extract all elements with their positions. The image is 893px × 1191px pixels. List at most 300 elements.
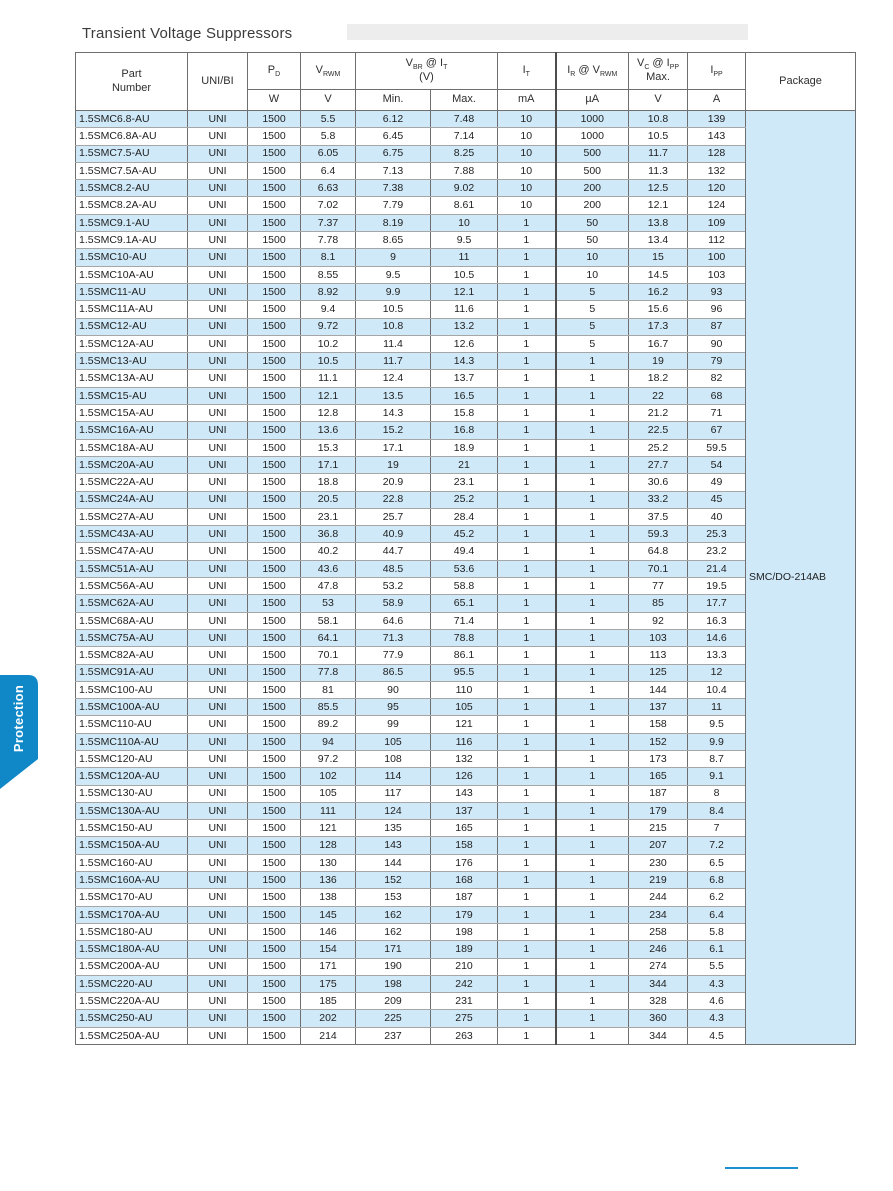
cell-it: 10: [498, 162, 556, 179]
table-row: [76, 162, 856, 179]
cell-vrwm: 202: [301, 1010, 356, 1027]
col-header-ipp: $I_{PP}$: [688, 53, 746, 90]
cell-uni-bi: UNI: [188, 993, 248, 1010]
cell-pd: 1500: [248, 197, 301, 214]
cell-uni-bi: UNI: [188, 145, 248, 162]
cell-pd: 1500: [248, 595, 301, 612]
cell-vrwm: 47.8: [301, 578, 356, 595]
cell-ipp: 128: [688, 145, 746, 162]
cell-vbr-max: 86.1: [431, 647, 498, 664]
cell-vbr-min: 10.8: [356, 318, 431, 335]
cell-ir: 1: [556, 1010, 629, 1027]
cell-ipp: 79: [688, 353, 746, 370]
cell-vc: 244: [629, 889, 688, 906]
cell-pd: 1500: [248, 647, 301, 664]
cell-pd: 1500: [248, 145, 301, 162]
cell-ipp: 6.5: [688, 854, 746, 871]
cell-ir: 1: [556, 664, 629, 681]
cell-part-number: 1.5SMC6.8A-AU: [76, 128, 188, 145]
cell-vbr-max: 13.2: [431, 318, 498, 335]
table-row: [76, 353, 856, 370]
cell-vbr-min: 117: [356, 785, 431, 802]
cell-vrwm: 43.6: [301, 560, 356, 577]
cell-pd: 1500: [248, 491, 301, 508]
cell-vrwm: 53: [301, 595, 356, 612]
cell-ir: 1: [556, 387, 629, 404]
cell-ipp: 8.4: [688, 802, 746, 819]
cell-pd: 1500: [248, 733, 301, 750]
cell-vrwm: 18.8: [301, 474, 356, 491]
cell-vbr-max: 14.3: [431, 353, 498, 370]
cell-ipp: 87: [688, 318, 746, 335]
cell-part-number: 1.5SMC10-AU: [76, 249, 188, 266]
table-header: [76, 53, 856, 111]
cell-ipp: 11: [688, 699, 746, 716]
cell-vbr-max: 13.7: [431, 370, 498, 387]
table-row: [76, 128, 856, 145]
cell-uni-bi: UNI: [188, 128, 248, 145]
cell-vrwm: 154: [301, 941, 356, 958]
cell-ipp: 40: [688, 508, 746, 525]
cell-part-number: 1.5SMC180-AU: [76, 923, 188, 940]
table-row: [76, 854, 856, 871]
cell-vbr-max: 71.4: [431, 612, 498, 629]
cell-part-number: 1.5SMC170-AU: [76, 889, 188, 906]
cell-pd: 1500: [248, 872, 301, 889]
cell-part-number: 1.5SMC12A-AU: [76, 335, 188, 352]
table-row: [76, 491, 856, 508]
cell-vc: 33.2: [629, 491, 688, 508]
cell-pd: 1500: [248, 854, 301, 871]
cell-vbr-max: 189: [431, 941, 498, 958]
cell-vc: 15.6: [629, 301, 688, 318]
cell-vbr-min: 237: [356, 1027, 431, 1044]
cell-vbr-min: 6.12: [356, 111, 431, 128]
unit-it: mA: [498, 90, 556, 111]
cell-vbr-max: 8.25: [431, 145, 498, 162]
cell-vc: 37.5: [629, 508, 688, 525]
cell-vbr-min: 9.9: [356, 283, 431, 300]
cell-vbr-max: 15.8: [431, 405, 498, 422]
cell-it: 1: [498, 664, 556, 681]
cell-vc: 328: [629, 993, 688, 1010]
cell-ipp: 5.5: [688, 958, 746, 975]
cell-vbr-max: 137: [431, 802, 498, 819]
cell-part-number: 1.5SMC100-AU: [76, 681, 188, 698]
cell-vbr-max: 105: [431, 699, 498, 716]
cell-pd: 1500: [248, 111, 301, 128]
cell-vrwm: 10.5: [301, 353, 356, 370]
cell-it: 1: [498, 508, 556, 525]
cell-part-number: 1.5SMC62A-AU: [76, 595, 188, 612]
cell-part-number: 1.5SMC24A-AU: [76, 491, 188, 508]
cell-ir: 10: [556, 249, 629, 266]
cell-vrwm: 121: [301, 820, 356, 837]
cell-vrwm: 64.1: [301, 629, 356, 646]
cell-pd: 1500: [248, 318, 301, 335]
cell-vrwm: 97.2: [301, 750, 356, 767]
cell-vbr-min: 143: [356, 837, 431, 854]
cell-vc: 11.7: [629, 145, 688, 162]
cell-ir: 1: [556, 941, 629, 958]
cell-part-number: 1.5SMC180A-AU: [76, 941, 188, 958]
cell-it: 1: [498, 387, 556, 404]
cell-part-number: 1.5SMC13A-AU: [76, 370, 188, 387]
cell-vbr-max: 16.5: [431, 387, 498, 404]
package-cell: SMC/DO-214AB: [746, 111, 856, 1045]
cell-pd: 1500: [248, 474, 301, 491]
col-header-package: Package: [746, 53, 856, 111]
cell-pd: 1500: [248, 975, 301, 992]
cell-vbr-min: 190: [356, 958, 431, 975]
cell-vbr-min: 22.8: [356, 491, 431, 508]
cell-vbr-min: 19: [356, 456, 431, 473]
cell-vbr-max: 121: [431, 716, 498, 733]
cell-vbr-min: 25.7: [356, 508, 431, 525]
cell-ipp: 6.1: [688, 941, 746, 958]
cell-uni-bi: UNI: [188, 266, 248, 283]
cell-ir: 10: [556, 266, 629, 283]
cell-ir: 1: [556, 508, 629, 525]
cell-ipp: 12: [688, 664, 746, 681]
cell-vbr-max: 187: [431, 889, 498, 906]
cell-vrwm: 58.1: [301, 612, 356, 629]
cell-it: 10: [498, 197, 556, 214]
cell-ir: 1: [556, 612, 629, 629]
cell-vbr-min: 86.5: [356, 664, 431, 681]
cell-ir: 1: [556, 1027, 629, 1044]
cell-vbr-min: 7.38: [356, 180, 431, 197]
cell-vc: 137: [629, 699, 688, 716]
cell-vbr-min: 64.6: [356, 612, 431, 629]
cell-it: 1: [498, 872, 556, 889]
cell-vrwm: 40.2: [301, 543, 356, 560]
cell-pd: 1500: [248, 889, 301, 906]
cell-vbr-max: 10: [431, 214, 498, 231]
cell-part-number: 1.5SMC15A-AU: [76, 405, 188, 422]
cell-ipp: 71: [688, 405, 746, 422]
cell-it: 1: [498, 629, 556, 646]
cell-uni-bi: UNI: [188, 785, 248, 802]
cell-pd: 1500: [248, 768, 301, 785]
table-row: [76, 664, 856, 681]
cell-vbr-min: 77.9: [356, 647, 431, 664]
cell-ipp: 4.3: [688, 1010, 746, 1027]
cell-ir: 1: [556, 629, 629, 646]
cell-pd: 1500: [248, 837, 301, 854]
cell-vbr-min: 225: [356, 1010, 431, 1027]
cell-vbr-max: 165: [431, 820, 498, 837]
cell-pd: 1500: [248, 681, 301, 698]
cell-ir: 1: [556, 906, 629, 923]
cell-vbr-min: 124: [356, 802, 431, 819]
cell-vrwm: 175: [301, 975, 356, 992]
cell-ipp: 8.7: [688, 750, 746, 767]
cell-vbr-min: 162: [356, 906, 431, 923]
cell-vbr-max: 11: [431, 249, 498, 266]
unit-ir: µA: [556, 90, 629, 111]
table-row: [76, 422, 856, 439]
table-row: [76, 612, 856, 629]
cell-vbr-max: 58.8: [431, 578, 498, 595]
cell-vc: 16.7: [629, 335, 688, 352]
table-row: [76, 1010, 856, 1027]
cell-ir: 50: [556, 232, 629, 249]
cell-part-number: 1.5SMC150-AU: [76, 820, 188, 837]
cell-vbr-max: 10.5: [431, 266, 498, 283]
cell-part-number: 1.5SMC47A-AU: [76, 543, 188, 560]
cell-pd: 1500: [248, 335, 301, 352]
cell-vrwm: 5.8: [301, 128, 356, 145]
cell-it: 1: [498, 439, 556, 456]
cell-ipp: 6.8: [688, 872, 746, 889]
table-row: [76, 993, 856, 1010]
cell-vbr-min: 58.9: [356, 595, 431, 612]
cell-ipp: 21.4: [688, 560, 746, 577]
cell-vbr-max: 23.1: [431, 474, 498, 491]
table-row: [76, 923, 856, 940]
cell-vc: 22: [629, 387, 688, 404]
cell-uni-bi: UNI: [188, 647, 248, 664]
table-row: [76, 716, 856, 733]
table-row: [76, 111, 856, 128]
cell-vbr-min: 7.79: [356, 197, 431, 214]
cell-pd: 1500: [248, 785, 301, 802]
cell-part-number: 1.5SMC51A-AU: [76, 560, 188, 577]
cell-it: 1: [498, 214, 556, 231]
cell-vrwm: 94: [301, 733, 356, 750]
col-header-vrwm: $V_{RWM}$: [301, 53, 356, 90]
cell-part-number: 1.5SMC160A-AU: [76, 872, 188, 889]
cell-vbr-min: 11.7: [356, 353, 431, 370]
cell-uni-bi: UNI: [188, 923, 248, 940]
cell-ir: 1: [556, 872, 629, 889]
cell-vbr-min: 95: [356, 699, 431, 716]
cell-vbr-max: 12.6: [431, 335, 498, 352]
col-header-vc: $V_C$ @ $I_{PP}$ Max.: [629, 53, 688, 90]
table-row: [76, 1027, 856, 1044]
cell-vbr-max: 45.2: [431, 526, 498, 543]
cell-uni-bi: UNI: [188, 353, 248, 370]
cell-vrwm: 130: [301, 854, 356, 871]
col-header-vbr: $V_{BR}$ @ $I_T$ (V): [356, 53, 498, 90]
cell-pd: 1500: [248, 560, 301, 577]
cell-vbr-min: 8.65: [356, 232, 431, 249]
cell-vc: 207: [629, 837, 688, 854]
cell-part-number: 1.5SMC20A-AU: [76, 456, 188, 473]
cell-pd: 1500: [248, 578, 301, 595]
table-row: [76, 180, 856, 197]
cell-vbr-max: 132: [431, 750, 498, 767]
cell-part-number: 1.5SMC12-AU: [76, 318, 188, 335]
cell-part-number: 1.5SMC130A-AU: [76, 802, 188, 819]
cell-it: 1: [498, 491, 556, 508]
table-row: [76, 872, 856, 889]
cell-part-number: 1.5SMC56A-AU: [76, 578, 188, 595]
cell-vbr-max: 7.14: [431, 128, 498, 145]
cell-vrwm: 6.05: [301, 145, 356, 162]
cell-ipp: 54: [688, 456, 746, 473]
cell-pd: 1500: [248, 941, 301, 958]
cell-part-number: 1.5SMC11-AU: [76, 283, 188, 300]
cell-vc: 16.2: [629, 283, 688, 300]
cell-vc: 158: [629, 716, 688, 733]
table-row: [76, 629, 856, 646]
cell-part-number: 1.5SMC91A-AU: [76, 664, 188, 681]
cell-vbr-max: 53.6: [431, 560, 498, 577]
cell-uni-bi: UNI: [188, 629, 248, 646]
cell-uni-bi: UNI: [188, 405, 248, 422]
cell-it: 1: [498, 543, 556, 560]
cell-vbr-min: 12.4: [356, 370, 431, 387]
cell-vrwm: 8.92: [301, 283, 356, 300]
cell-pd: 1500: [248, 923, 301, 940]
cell-vrwm: 10.2: [301, 335, 356, 352]
cell-vc: 85: [629, 595, 688, 612]
cell-ipp: 4.5: [688, 1027, 746, 1044]
cell-ipp: 4.6: [688, 993, 746, 1010]
cell-uni-bi: UNI: [188, 578, 248, 595]
cell-vbr-max: 21: [431, 456, 498, 473]
cell-pd: 1500: [248, 387, 301, 404]
unit-vrwm: V: [301, 90, 356, 111]
cell-vrwm: 185: [301, 993, 356, 1010]
cell-ipp: 14.6: [688, 629, 746, 646]
cell-part-number: 1.5SMC11A-AU: [76, 301, 188, 318]
cell-uni-bi: UNI: [188, 456, 248, 473]
cell-ipp: 68: [688, 387, 746, 404]
cell-ir: 1: [556, 802, 629, 819]
cell-it: 1: [498, 1027, 556, 1044]
cell-pd: 1500: [248, 750, 301, 767]
unit-vbr-min: Min.: [356, 90, 431, 111]
cell-part-number: 1.5SMC120A-AU: [76, 768, 188, 785]
cell-ipp: 8: [688, 785, 746, 802]
cell-vc: 234: [629, 906, 688, 923]
cell-vrwm: 81: [301, 681, 356, 698]
cell-vbr-min: 209: [356, 993, 431, 1010]
cell-vrwm: 70.1: [301, 647, 356, 664]
cell-ir: 1: [556, 889, 629, 906]
cell-it: 1: [498, 560, 556, 577]
cell-it: 1: [498, 889, 556, 906]
cell-it: 1: [498, 716, 556, 733]
title-bar-band: [347, 24, 748, 40]
cell-ipp: 103: [688, 266, 746, 283]
cell-ipp: 59.5: [688, 439, 746, 456]
cell-uni-bi: UNI: [188, 335, 248, 352]
cell-uni-bi: UNI: [188, 301, 248, 318]
cell-it: 1: [498, 750, 556, 767]
cell-part-number: 1.5SMC120-AU: [76, 750, 188, 767]
tvs-parameters-table: [75, 52, 856, 1045]
page-title: Transient Voltage Suppressors: [82, 25, 293, 42]
cell-it: 1: [498, 941, 556, 958]
cell-pd: 1500: [248, 422, 301, 439]
cell-vc: 187: [629, 785, 688, 802]
cell-it: 10: [498, 128, 556, 145]
cell-vbr-max: 198: [431, 923, 498, 940]
table-row: [76, 197, 856, 214]
cell-part-number: 1.5SMC43A-AU: [76, 526, 188, 543]
cell-part-number: 1.5SMC250A-AU: [76, 1027, 188, 1044]
cell-vc: 258: [629, 923, 688, 940]
cell-vc: 246: [629, 941, 688, 958]
cell-it: 1: [498, 249, 556, 266]
cell-part-number: 1.5SMC8.2-AU: [76, 180, 188, 197]
table-row: [76, 941, 856, 958]
cell-uni-bi: UNI: [188, 716, 248, 733]
cell-pd: 1500: [248, 162, 301, 179]
cell-vrwm: 7.78: [301, 232, 356, 249]
cell-uni-bi: UNI: [188, 422, 248, 439]
cell-vbr-max: 9.5: [431, 232, 498, 249]
cell-pd: 1500: [248, 266, 301, 283]
cell-ir: 1: [556, 785, 629, 802]
cell-vrwm: 105: [301, 785, 356, 802]
cell-ir: 1: [556, 699, 629, 716]
cell-vbr-min: 13.5: [356, 387, 431, 404]
cell-ir: 1: [556, 837, 629, 854]
table-row: [76, 975, 856, 992]
cell-it: 10: [498, 111, 556, 128]
cell-part-number: 1.5SMC8.2A-AU: [76, 197, 188, 214]
cell-ir: 200: [556, 197, 629, 214]
cell-it: 1: [498, 802, 556, 819]
cell-ir: 1: [556, 422, 629, 439]
cell-part-number: 1.5SMC9.1A-AU: [76, 232, 188, 249]
cell-vbr-min: 14.3: [356, 405, 431, 422]
cell-vbr-min: 40.9: [356, 526, 431, 543]
cell-uni-bi: UNI: [188, 872, 248, 889]
cell-pd: 1500: [248, 370, 301, 387]
cell-it: 1: [498, 370, 556, 387]
cell-vc: 15: [629, 249, 688, 266]
table-row: [76, 249, 856, 266]
cell-it: 1: [498, 975, 556, 992]
col-header-ir: $I_R$ @ $V_{RWM}$: [556, 53, 629, 90]
cell-vbr-min: 114: [356, 768, 431, 785]
protection-tab-label: Protection: [11, 684, 27, 752]
cell-it: 1: [498, 353, 556, 370]
cell-ir: 1: [556, 456, 629, 473]
cell-it: 1: [498, 283, 556, 300]
table-row: [76, 370, 856, 387]
table-row: [76, 837, 856, 854]
table-row: [76, 820, 856, 837]
table-row: [76, 768, 856, 785]
cell-ipp: 19.5: [688, 578, 746, 595]
cell-vrwm: 128: [301, 837, 356, 854]
table-row: [76, 439, 856, 456]
cell-vbr-min: 171: [356, 941, 431, 958]
cell-vbr-max: 8.61: [431, 197, 498, 214]
table-row: [76, 681, 856, 698]
cell-it: 1: [498, 578, 556, 595]
cell-vrwm: 11.1: [301, 370, 356, 387]
cell-uni-bi: UNI: [188, 387, 248, 404]
cell-ir: 1: [556, 681, 629, 698]
cell-vc: 10.5: [629, 128, 688, 145]
col-header-uni-bi: UNI/BI: [188, 53, 248, 111]
cell-vbr-min: 15.2: [356, 422, 431, 439]
cell-vc: 77: [629, 578, 688, 595]
cell-vc: 360: [629, 1010, 688, 1027]
table-row: [76, 958, 856, 975]
cell-uni-bi: UNI: [188, 681, 248, 698]
cell-vbr-min: 6.75: [356, 145, 431, 162]
table-body: [76, 111, 856, 1045]
